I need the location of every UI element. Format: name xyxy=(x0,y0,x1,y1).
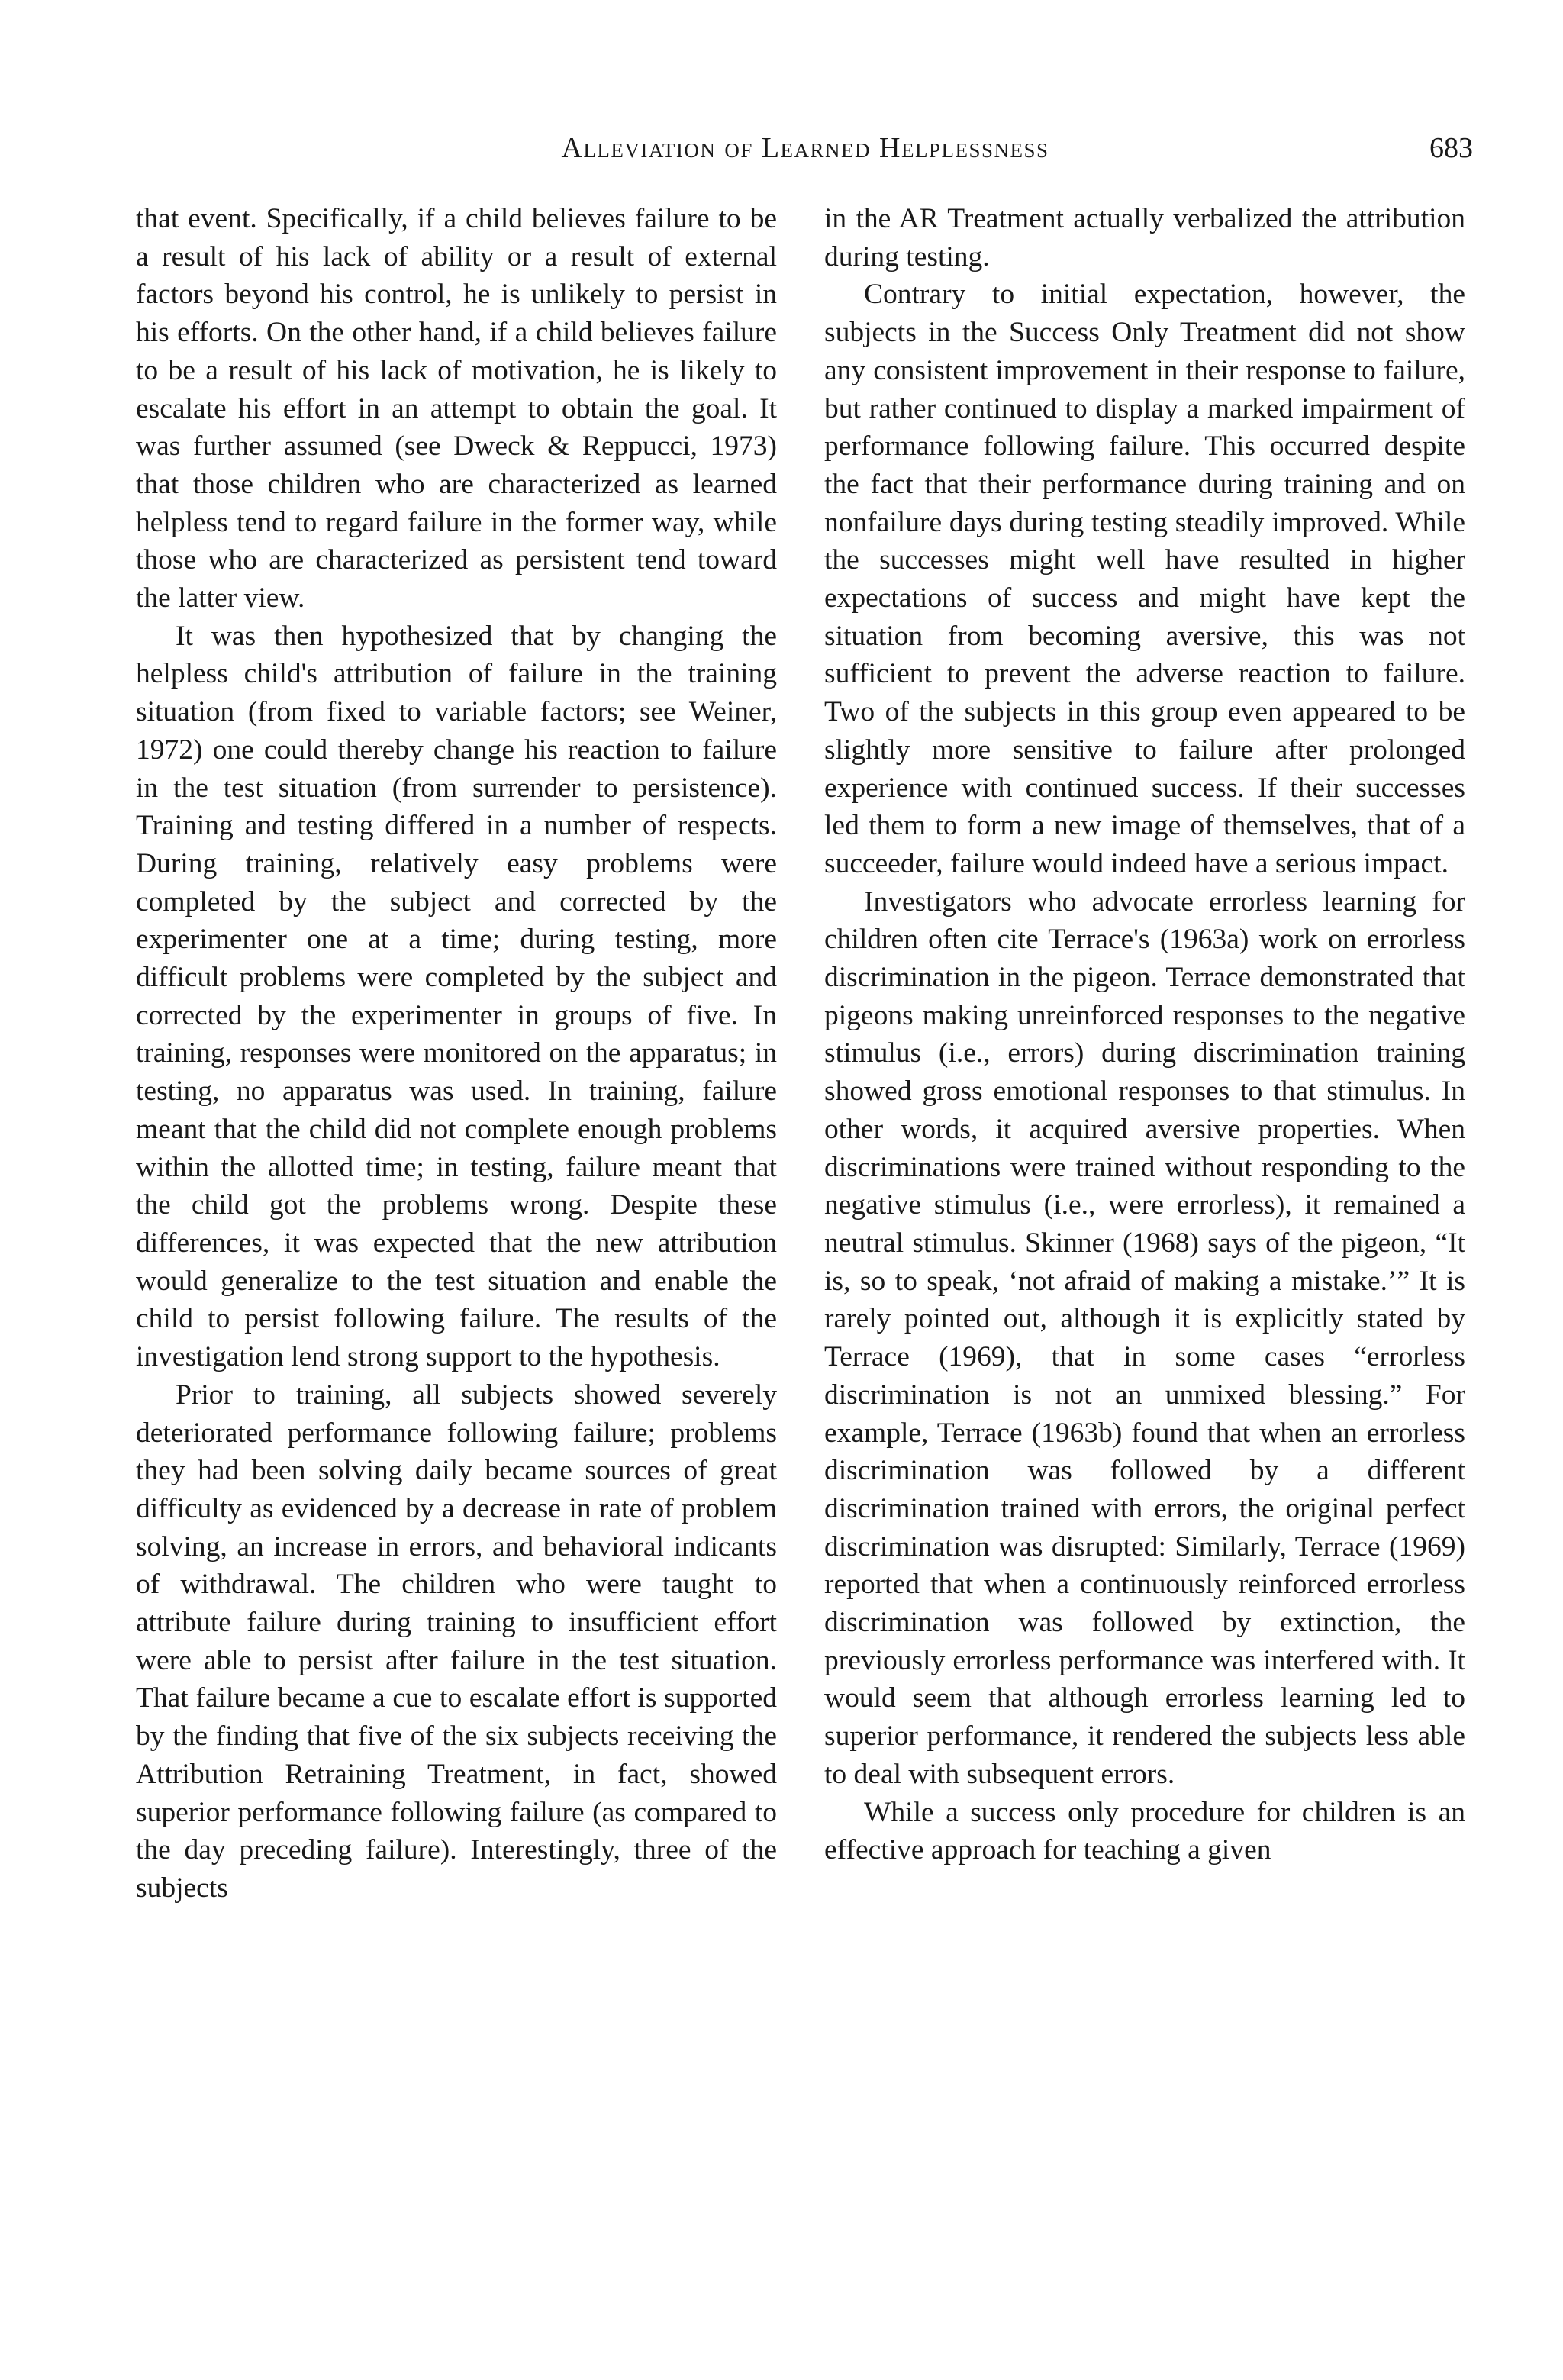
running-title: Alleviation of Learned Helplessness xyxy=(561,132,1049,164)
paragraph: Prior to training, all subjects showed severely deteriorated performance following failure; problems they had been solving daily became sources of great difficulty as evidenced by a decrease in rate of problem solving, an increase in errors, and behavioral indicants of withdrawal. The children who were taught to attribute failure during training to insufficient effort were able to persist after failure in the test situation. That failure became a cue to escalate effort is supported by the finding that five of the six subjects receiving the Attribution Retraining Treatment, in fact, showed superior performance following failure (as compared to the day preceding failure). Interestingly, three of the subjects xyxy=(136,1379,777,1904)
running-head xyxy=(137,128,1473,174)
paragraph: Investigators who advocate errorless learning for children often cite Terrace's (1963a) work on errorless discrimination in the pigeon. Terrace demonstrated that pigeons making unreinforced responses to the negative stimulus (i.e., errors) during discrimination training showed gross emotional responses to that stimulus. In other words, it acquired aversive properties. When discriminations were trained without responding to the negative stimulus (i.e., were errorless), it remained a neutral stimulus. Skinner (1968) says of the pigeon, “It is, so to speak, ‘not afraid of making a mistake.’” It is rarely pointed out, although it is explicitly stated by Terrace (1969), that in some cases “errorless discrimination is not an unmixed blessing.” For example, Terrace (1963b) found that when an errorless discrimination was followed by a different discrimination trained with errors, the original perfect discrimination was disrupted: Similarly, Terrace (1969) reported that when a continuously reinforced errorless discrimination was followed by extinction, the previously errorless performance was interfered with. It would seem that although errorless learning led to superior performance, it rendered the subjects less able to deal with subsequent errors. xyxy=(824,885,1465,1790)
left-column xyxy=(136,200,777,1908)
paragraph: in the AR Treatment actually verbalized the attribution during testing. xyxy=(824,203,1465,273)
paragraph: While a success only procedure for children is an effective approach for teaching a given xyxy=(824,1796,1465,1866)
page-number: 683 xyxy=(1429,132,1473,164)
paragraph: It was then hypothesized that by changing the helpless child's attribution of failure in the training situation (from fixed to variable factors; see Weiner, 1972) one could thereby change his reaction to failure in the test situation (from surrender to persistence). Training and testing differed in a number of respects. During training, relatively easy problems were completed by the subject and corrected by the experimenter one at a time; during testing, more difficult problems were completed by the subject and corrected by the experimenter in groups of five. In training, responses were monitored on the apparatus; in testing, no apparatus was used. In training, failure meant that the child did not complete enough problems within the allotted time; in testing, failure meant that the child got the problems wrong. Despite these differences, it was expected that the new attribution would generalize to the test situation and enable the child to persist following failure. The results of the investigation lend strong support to the hypothesis. xyxy=(136,620,777,1373)
right-column xyxy=(824,200,1465,1869)
paragraph: that event. Specifically, if a child believes failure to be a result of his lack of ability or a result of external factors beyond his control, he is unlikely to persist in his efforts. On the other hand, if a child believes failure to be a result of his lack of motivation, he is likely to escalate his effort in an attempt to obtain the goal. It was further assumed (see Dweck & Reppucci, 1973) that those children who are characterized as learned helpless tend to regard failure in the former way, while those who are characterized as persistent tend toward the latter view. xyxy=(136,203,777,614)
paragraph: Contrary to initial expectation, however, the subjects in the Success Only Treatment did not show any consistent improvement in their response to failure, but rather continued to display a marked impairment of performance following failure. This occurred despite the fact that their performance during training and on nonfailure days during testing steadily improved. While the successes might well have resulted in higher expectations of success and might have kept the situation from becoming aversive, this was not sufficient to prevent the adverse reaction to failure. Two of the subjects in this group even appeared to be slightly more sensitive to failure after prolonged experience with continued success. If their successes led them to form a new image of themselves, that of a succeeder, failure would indeed have a serious impact. xyxy=(824,279,1465,879)
